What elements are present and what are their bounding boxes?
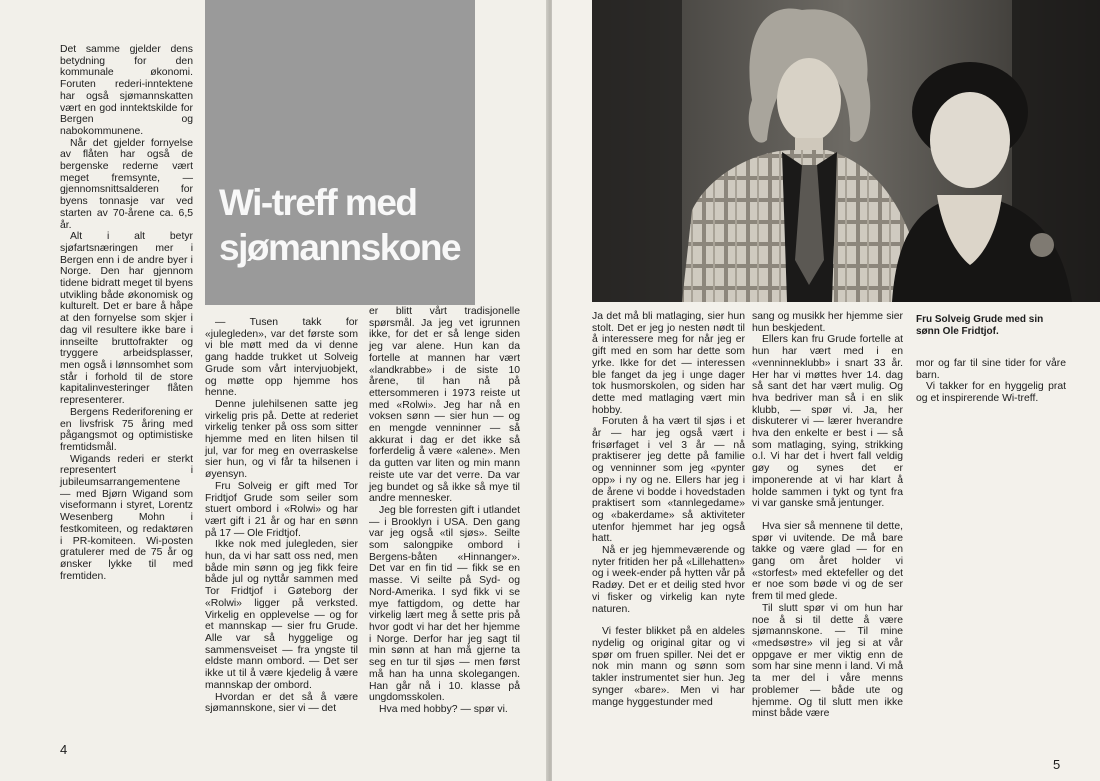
paragraph: er blitt vårt tradisjonelle spørsmål. Ja jeg vet igrunnen ikke, for det er så lenge siden jeg var alene. Hun kan da fortelle at mannen har vært «landkrabbe» i de siste 10 årene, til han nå på ettersommeren i 1973 reiste ut med «Rolwi». Jeg har nå en voksen sønn — sier hun — og en mengde venninner — så akkurat i dag er det ikke så forferdelig å være «alene». Men da gutten var liten og min mann reiste ute var det verre. Da var jeg bundet og så ikke så mye til andre mennesker. — [369, 306, 520, 505]
paragraph: Denne julehilsenen satte jeg virkelig pris på. Dette at rederiet virkelig tenker på oss som sitter hjemme med en liten hilsen til jul, var for meg en overraskelse sier hun, og vi får ta hilsenen i øyensyn. — [205, 398, 358, 481]
paragraph: Når det gjelder fornyelse av flåten har også de bergenske rederne vært meget fremsynte, — gjennomsnittsalderen for byens tonnasje var ved starten av 70-årene ca. 6,5 år. — [60, 137, 193, 231]
paragraph: Jeg ble forresten gift i utlandet — i Brooklyn i USA. Den gang var jeg også «til sjøs». Seilte som salongpike ombord i Bergens-båten «Hinnanger». Det var en fin tid — fikk se en masse. Vi seilte på Syd- og Nord-Amerika. I syd fikk vi se mye fattigdom, og dette har virkelig lært meg å sette pris på hvor godt vi har det her hjemme i Norge. Derfor har jeg sagt til min sønn at han må gjerne ta seg en tur til sjøs — men først må han ha unna skolegangen. Han går nå i 10. klasse på ungdomsskolen. — [369, 504, 520, 704]
paragraph: mor og far til sine tider for våre barn. — [916, 358, 1066, 381]
paragraph: Det samme gjelder dens betydning for den kommunale økonomi. Foruten rederi-inntektene har også sjømannskatten vært en god inntektskilde for Bergen og nabokommunene. — [60, 44, 193, 137]
photo-caption: Fru Solveig Grude med sin sønn Ole Fridtjof. — [916, 314, 1044, 337]
paragraph: Vi fester blikket på en aldeles nydelig og original gitar og vi spør om fruen spiller. Nei det er nok min mann og sønn som takler instrumentet sier hun. Jeg synger «bare». Men vi har mange hyggestunder med — [592, 626, 745, 708]
right-column-1 — [592, 311, 745, 708]
page-number-right: 5 — [1053, 757, 1061, 772]
paragraph: Bergens Rederiforening er en livsfrisk 75 åring med pågangsmot og optimistiske fremtidsmål. — [60, 406, 193, 453]
left-column-3 — [369, 306, 520, 716]
paragraph: Alt i alt betyr sjøfartsnæringen mer i Bergen enn i de andre byer i Norge. Den har gjennom tidene bidratt meget til byens utvikling både økonomisk og kulturelt. Det er bare å håpe at den fornyelse som skjer i dag vil resultere ikke bare i innseilte bruttofrakter og tryggere arbeidsplasser, men også i lønnsomhet som står i forhold til de store kapitalinvesteringer flåten representerer. — [60, 231, 193, 407]
photo-illustration — [592, 0, 1100, 302]
page-number-left: 4 — [60, 742, 68, 757]
portrait-photo — [592, 0, 1100, 302]
article-title-block — [205, 0, 475, 305]
paragraph: Hvordan er det så å være sjømannskone, sier vi — det — [205, 691, 358, 715]
right-column-2 — [752, 311, 903, 720]
paragraph: Hva sier så mennene til dette, spør vi uvitende. De må bare takke og være glad — for en gang om året holder vi «storfest» med ektefeller og det er noe som bøde vi og de ser frem til med glede. — [752, 520, 903, 603]
paragraph: Ikke nok med julegleden, sier hun, da vi har satt oss ned, men både min sønn og jeg fikk feire både jul og nyttår sammen med Tor Fridtjof i Gøteborg der «Rolwi» ligger på verksted. Virkelig en opplevelse — og for et mannskap — sier fru Grude. Alle var så hyggelige og sammensveiset — fra yngste til eldste mann ombord. — Det ser ikke ut til å være kjedelig å være mannskap der ombord. — [205, 539, 358, 691]
left-column-2 — [205, 317, 358, 715]
paragraph: Ellers kan fru Grude fortelle at hun har vært med i en «venninneklubb» i snart 33 år. Her har vi møttes hver 14. dag så sant det har vært mulig. Og hva bedriver man så i en slik klubb, — spør vi. Ja, her diskuterer vi — lærer hverandre hva den enkelte er best i — så som matlaging, sying, strikking o.l. Vi har det i hvert fall veldig gøy og synes det er imponerende at vi har klart å holde sammen i tykt og tynt fra vi var ganske små jentunger. — [752, 334, 903, 510]
paragraph: Til slutt spør vi om hun har noe å si til dette å være sjømannskone. — Til mine «medsøstre» vil jeg si at vår oppgave er mer viktig enn de som har sine menn i land. Vi må ta mer del i våre menns problemer — både ute og hjemme. Og til slutt men ikke minst både være — [752, 602, 903, 720]
paragraph: Ja det må bli matlaging, sier hun stolt. Det er jeg jo nesten nødt til å interessere meg for når jeg er gift med en som har dette som yrke. Ikke for det — interessen ble fanget da jeg i unge dager tok husmorskolen, og siden har dette med matlaging vært min hobby. — [592, 311, 745, 416]
paragraph: Vi takker for en hyggelig prat og et inspirerende Wi-treff. — [916, 381, 1066, 405]
left-column-1 — [60, 44, 193, 582]
paragraph: — Tusen takk for «julegleden», var det første som vi ble møtt med da vi denne gang hadde trukket ut Solveig Grude som vårt intervjuobjekt, og møtte opp hjemme hos henne. — [205, 317, 358, 399]
paragraph: Fru Solveig er gift med Tor Fridtjof Grude som seiler som stuert ombord i «Rolwi» og har vært gift i 21 år og har en sønn på 17 — Ole Fridtjof. — [205, 480, 358, 539]
right-column-3 — [916, 358, 1066, 405]
paragraph: Hva med hobby? — spør vi. — [379, 703, 508, 715]
article-title: Wi-treff med sjømannskone — [219, 182, 461, 268]
paragraph: Wigands rederi er sterkt representert i jubileumsarrangementene — med Bjørn Wigand som viseformann i styret, Lorentz Wesenberg Mohn i festkomiteen, og redaktøren i PR-komiteen. Wi-posten gratulerer med de 75 år og ønsker lykke til med fremtiden. — [60, 453, 193, 582]
paragraph: sang og musikk her hjemme sier hun beskjedent. — [752, 311, 903, 334]
paragraph: Foruten å ha vært til sjøs i et år — har jeg også vært i frisørfaget i vel 3 år — nå praktiserer jeg dette på familie og venninner som jeg «pynter opp» i ny og ne. Ellers har jeg i de årene vi bodde i hovedstaden praktisert som «tannlegedame» og «bakerdame» så aktiviteter utenfor hjemmet har jeg også hatt. — [592, 416, 745, 545]
paragraph: Nå er jeg hjemmeværende og nyter fritiden her på «Lillehatten» og i week-ender på hytten vår på Radøy. Det er et deilig sted hvor vi fisker og virkelig kan nyte naturen. — [592, 545, 745, 615]
